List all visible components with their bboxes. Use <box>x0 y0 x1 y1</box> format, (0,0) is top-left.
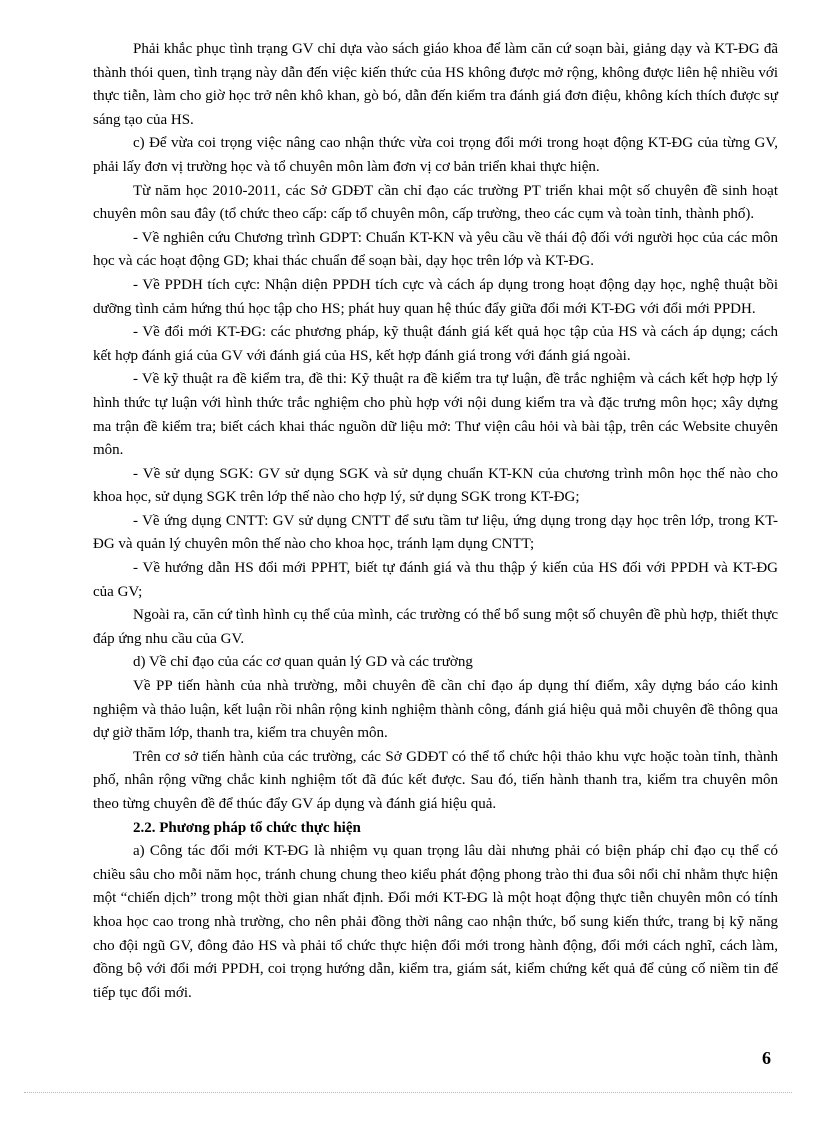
paragraph: - Về nghiên cứu Chương trình GDPT: Chuẩn KT-KN và yêu cầu về thái độ đối với người học của các môn học và các hoạt động GD; khai thác chuẩn để soạn bài, dạy học trên lớp và KT-ĐG. <box>93 229 778 270</box>
paragraph: Trên cơ sở tiến hành của các trường, các Sở GDĐT có thể tổ chức hội thảo khu vực hoặc toàn tỉnh, thành phố, nhân rộng vững chắc kinh nghiệm tốt đã đúc kết được. Sau đó, tiến hành thanh tra, kiểm tra chuyên môn theo từng chuyên đề để thúc đẩy GV áp dụng và đánh giá hiệu quả. <box>93 748 778 812</box>
paragraph: Từ năm học 2010-2011, các Sở GDĐT cần chỉ đạo các trường PT triển khai một số chuyên đề sinh hoạt chuyên môn sau đây (tổ chức theo cấp: cấp tổ chuyên môn, cấp trường, theo các cụm và toàn tỉnh, thành phố). <box>93 182 778 223</box>
paragraph: - Về ứng dụng CNTT: GV sử dụng CNTT để sưu tầm tư liệu, ứng dụng trong dạy học trên lớp, trong KT-ĐG và quản lý chuyên môn thế nào cho khoa học, tránh lạm dụng CNTT; <box>93 512 778 553</box>
paragraph: a) Công tác đổi mới KT-ĐG là nhiệm vụ quan trọng lâu dài nhưng phải có biện pháp chỉ đạo cụ thể có chiều sâu cho mỗi năm học, tránh chung chung theo kiểu phát động phong trào thi đua sôi nổi chỉ nhằm thực hiện một “chiến dịch” trong một thời gian nhất định. Đổi mới KT-ĐG là một hoạt động thực tiễn chuyên môn có tính khoa học cao trong nhà trường, cho nên phải đồng thời nâng cao nhận thức, bổ sung kiến thức, trang bị kỹ năng cho đội ngũ GV, đông đảo HS và phải tổ chức thực hiện đổi mới trong hành động, đổi mới cách nghĩ, cách làm, đồng bộ với đổi mới PPDH, coi trọng hướng dẫn, kiểm tra, giám sát, kiểm chứng kết quả để củng cố niềm tin để tiếp tục đổi mới. <box>93 843 778 1001</box>
paragraph: d) Về chỉ đạo của các cơ quan quản lý GD và các trường <box>133 654 473 671</box>
paragraph: Về PP tiến hành của nhà trường, mỗi chuyên đề cần chỉ đạo áp dụng thí điểm, xây dựng báo cáo kinh nghiệm và thảo luận, kết luận rồi nhân rộng kinh nghiệm thành công, đánh giá hiệu quả mỗi chuyên đề thông qua dự giờ thăm lớp, thanh tra, kiểm tra chuyên môn. <box>93 678 778 742</box>
paragraph: - Về đổi mới KT-ĐG: các phương pháp, kỹ thuật đánh giá kết quả học tập của HS và cách áp dụng; cách kết hợp đánh giá của GV với đánh giá của HS, kết hợp đánh giá trong với đánh giá ngoài. <box>93 324 778 364</box>
page-number: 6 <box>762 1048 771 1068</box>
document-body <box>93 38 778 1005</box>
paragraph: - Về PPDH tích cực: Nhận diện PPDH tích cực và cách áp dụng trong hoạt động dạy học, nghệ thuật bồi dưỡng tình cảm hứng thú học tập cho HS; phát huy quan hệ thúc đẩy giữa đổi mới KT-ĐG với đổi mới PPDH. <box>93 276 778 317</box>
paragraph: - Về sử dụng SGK: GV sử dụng SGK và sử dụng chuẩn KT-KN của chương trình môn học thế nào cho khoa học, sử dụng SGK trên lớp thế nào cho hợp lý, sử dụng SGK trong KT-ĐG; <box>93 465 778 506</box>
paragraph: Ngoài ra, căn cứ tình hình cụ thể của mình, các trường có thể bổ sung một số chuyên đề phù hợp, thiết thực đáp ứng nhu cầu của GV. <box>93 607 778 647</box>
page-bottom-divider <box>24 1092 792 1093</box>
paragraph: - Về hướng dẫn HS đổi mới PPHT, biết tự đánh giá và thu thập ý kiến của HS đối với PPDH và KT-ĐG của GV; <box>93 560 778 600</box>
paragraph: - Về kỹ thuật ra đề kiểm tra, đề thi: Kỹ thuật ra đề kiểm tra tự luận, đề trắc nghiệm và cách kết hợp hợp lý hình thức tự luận với hình thức trắc nghiệm cho phù hợp với nội dung kiểm tra và đặc trưng môn học; xây dựng ma trận đề kiểm tra; biết cách khai thác nguồn dữ liệu mở: Thư viện câu hỏi và bài tập, trên các Website chuyên môn. <box>93 371 778 459</box>
paragraph: c) Để vừa coi trọng việc nâng cao nhận thức vừa coi trọng đổi mới trong hoạt động KT-ĐG của từng GV, phải lấy đơn vị trường học và tổ chuyên môn làm đơn vị cơ bản triển khai thực hiện. <box>93 135 778 175</box>
section-heading: 2.2. Phương pháp tổ chức thực hiện <box>133 819 361 836</box>
paragraph: Phải khắc phục tình trạng GV chỉ dựa vào sách giáo khoa để làm căn cứ soạn bài, giảng dạy và KT-ĐG đã thành thói quen, tình trạng này dẫn đến việc kiến thức của HS không được mở rộng, không được liên hệ nhiều với thực tiễn, làm cho giờ học trở nên khô khan, gò bó, dẫn đến kiểm tra đánh giá đơn điệu, không kích thích được sự sáng tạo của HS. <box>93 41 778 128</box>
